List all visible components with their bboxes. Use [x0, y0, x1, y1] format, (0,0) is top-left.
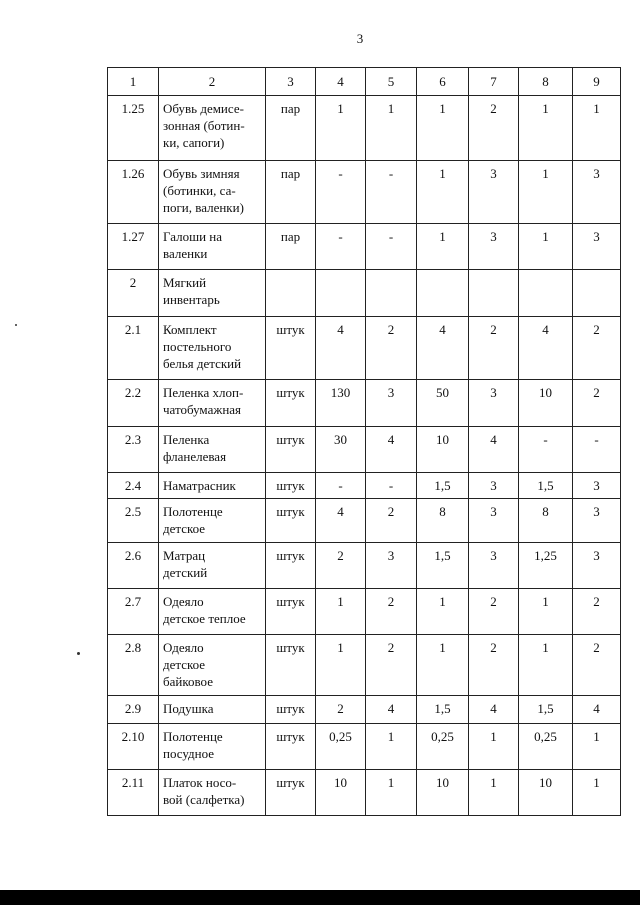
table-row	[108, 224, 621, 270]
value-cell: 2	[366, 499, 417, 543]
value-cell: 2	[316, 696, 366, 724]
item-name-cell: Одеяло детское байковое	[159, 635, 266, 696]
value-cell: -	[573, 427, 621, 473]
table-row	[108, 317, 621, 380]
value-cell: -	[316, 161, 366, 224]
unit-cell: штук	[266, 635, 316, 696]
item-name-cell: Комплект постельного белья детский	[159, 317, 266, 380]
value-cell: 8	[519, 499, 573, 543]
item-name-cell: Наматрасник	[159, 473, 266, 499]
value-cell: 2	[469, 96, 519, 161]
value-cell: 4	[316, 499, 366, 543]
value-cell: 1,25	[519, 543, 573, 589]
value-cell	[417, 270, 469, 317]
scan-edge-bar	[0, 890, 640, 905]
value-cell: 1	[417, 589, 469, 635]
value-cell: 4	[469, 696, 519, 724]
table-row	[108, 589, 621, 635]
row-number-cell: 2.8	[108, 635, 159, 696]
table-body	[108, 68, 621, 816]
item-name-cell: Одеяло детское теплое	[159, 589, 266, 635]
header-cell: 1	[108, 68, 159, 96]
value-cell: 30	[316, 427, 366, 473]
value-cell: -	[316, 224, 366, 270]
value-cell: 0,25	[417, 724, 469, 770]
row-number-cell: 2.10	[108, 724, 159, 770]
unit-cell: пар	[266, 96, 316, 161]
value-cell: 3	[573, 499, 621, 543]
table-row	[108, 96, 621, 161]
value-cell: 0,25	[316, 724, 366, 770]
value-cell: -	[366, 473, 417, 499]
table-row	[108, 270, 621, 317]
value-cell: 4	[573, 696, 621, 724]
value-cell: 2	[469, 635, 519, 696]
value-cell: 3	[573, 161, 621, 224]
row-number-cell: 1.26	[108, 161, 159, 224]
value-cell: 1	[519, 589, 573, 635]
header-cell: 6	[417, 68, 469, 96]
row-number-cell: 2	[108, 270, 159, 317]
inventory-table	[107, 67, 621, 816]
value-cell	[469, 270, 519, 317]
value-cell: 3	[469, 543, 519, 589]
value-cell: 3	[573, 224, 621, 270]
value-cell: 1	[519, 96, 573, 161]
item-name-cell: Подушка	[159, 696, 266, 724]
unit-cell: штук	[266, 543, 316, 589]
table-row	[108, 161, 621, 224]
value-cell: 1,5	[417, 543, 469, 589]
unit-cell: штук	[266, 499, 316, 543]
table-row	[108, 696, 621, 724]
value-cell: 1	[469, 724, 519, 770]
value-cell: 130	[316, 380, 366, 427]
value-cell: 3	[469, 224, 519, 270]
table-row	[108, 427, 621, 473]
unit-cell: штук	[266, 473, 316, 499]
row-number-cell: 1.27	[108, 224, 159, 270]
value-cell	[573, 270, 621, 317]
page-number: 3	[356, 31, 364, 46]
value-cell: 1	[417, 96, 469, 161]
scan-speck	[15, 324, 17, 326]
unit-cell: штук	[266, 696, 316, 724]
row-number-cell: 1.25	[108, 96, 159, 161]
header-cell: 3	[266, 68, 316, 96]
value-cell: 1,5	[417, 473, 469, 499]
value-cell: 1	[366, 770, 417, 816]
value-cell: 3	[469, 161, 519, 224]
row-number-cell: 2.1	[108, 317, 159, 380]
value-cell: 4	[366, 696, 417, 724]
value-cell: 1	[417, 161, 469, 224]
row-number-cell: 2.5	[108, 499, 159, 543]
value-cell: 10	[316, 770, 366, 816]
item-name-cell: Мягкий инвентарь	[159, 270, 266, 317]
value-cell: 1	[573, 770, 621, 816]
value-cell: 3	[469, 499, 519, 543]
row-number-cell: 2.3	[108, 427, 159, 473]
value-cell: 1	[417, 635, 469, 696]
value-cell: 10	[417, 770, 469, 816]
table-row	[108, 770, 621, 816]
value-cell: 1	[573, 96, 621, 161]
row-number-cell: 2.11	[108, 770, 159, 816]
value-cell: 3	[366, 543, 417, 589]
value-cell: 4	[316, 317, 366, 380]
item-name-cell: Галоши на валенки	[159, 224, 266, 270]
value-cell: -	[366, 161, 417, 224]
value-cell: 3	[366, 380, 417, 427]
value-cell	[366, 270, 417, 317]
value-cell: 4	[519, 317, 573, 380]
value-cell: 2	[366, 635, 417, 696]
unit-cell	[266, 270, 316, 317]
value-cell: 0,25	[519, 724, 573, 770]
value-cell	[519, 270, 573, 317]
value-cell: 1	[316, 589, 366, 635]
value-cell: 4	[417, 317, 469, 380]
value-cell: 10	[519, 380, 573, 427]
value-cell: 3	[573, 473, 621, 499]
value-cell: 2	[573, 589, 621, 635]
value-cell: 10	[417, 427, 469, 473]
value-cell: 1	[573, 724, 621, 770]
row-number-cell: 2.2	[108, 380, 159, 427]
value-cell: 2	[469, 589, 519, 635]
item-name-cell: Платок носо- вой (салфетка)	[159, 770, 266, 816]
value-cell: -	[366, 224, 417, 270]
value-cell: 1	[519, 161, 573, 224]
table-row	[108, 380, 621, 427]
unit-cell: пар	[266, 224, 316, 270]
value-cell: 1	[316, 635, 366, 696]
value-cell: 2	[316, 543, 366, 589]
value-cell: 1	[417, 224, 469, 270]
value-cell: 2	[573, 317, 621, 380]
row-number-cell: 2.4	[108, 473, 159, 499]
unit-cell: штук	[266, 380, 316, 427]
header-cell: 9	[573, 68, 621, 96]
value-cell: 2	[366, 317, 417, 380]
scan-speck	[77, 652, 80, 655]
value-cell: 2	[573, 635, 621, 696]
item-name-cell: Матрац детский	[159, 543, 266, 589]
header-cell: 2	[159, 68, 266, 96]
table-row	[108, 473, 621, 499]
item-name-cell: Пеленка фланелевая	[159, 427, 266, 473]
value-cell	[316, 270, 366, 317]
value-cell: 1,5	[417, 696, 469, 724]
table-row	[108, 635, 621, 696]
value-cell: 1	[469, 770, 519, 816]
value-cell: 1,5	[519, 696, 573, 724]
value-cell: 50	[417, 380, 469, 427]
value-cell: 3	[469, 380, 519, 427]
row-number-cell: 2.9	[108, 696, 159, 724]
item-name-cell: Обувь демисе- зонная (ботин- ки, сапоги)	[159, 96, 266, 161]
value-cell: 3	[573, 543, 621, 589]
row-number-cell: 2.6	[108, 543, 159, 589]
header-cell: 5	[366, 68, 417, 96]
item-name-cell: Пеленка хлоп- чатобумажная	[159, 380, 266, 427]
value-cell: -	[519, 427, 573, 473]
unit-cell: пар	[266, 161, 316, 224]
item-name-cell: Полотенце детское	[159, 499, 266, 543]
unit-cell: штук	[266, 317, 316, 380]
value-cell: 1	[316, 96, 366, 161]
value-cell: 3	[469, 473, 519, 499]
table-row	[108, 724, 621, 770]
unit-cell: штук	[266, 589, 316, 635]
value-cell: 1	[366, 96, 417, 161]
row-number-cell: 2.7	[108, 589, 159, 635]
table-row	[108, 543, 621, 589]
header-cell: 4	[316, 68, 366, 96]
value-cell: 1	[519, 224, 573, 270]
table-row	[108, 499, 621, 543]
value-cell: 2	[573, 380, 621, 427]
header-cell: 7	[469, 68, 519, 96]
unit-cell: штук	[266, 724, 316, 770]
value-cell: 1	[519, 635, 573, 696]
item-name-cell: Полотенце посудное	[159, 724, 266, 770]
value-cell: 4	[366, 427, 417, 473]
value-cell: -	[316, 473, 366, 499]
value-cell: 2	[469, 317, 519, 380]
value-cell: 10	[519, 770, 573, 816]
header-row	[108, 68, 621, 96]
value-cell: 8	[417, 499, 469, 543]
item-name-cell: Обувь зимняя (ботинки, са- поги, валенки)	[159, 161, 266, 224]
value-cell: 1,5	[519, 473, 573, 499]
unit-cell: штук	[266, 770, 316, 816]
value-cell: 1	[366, 724, 417, 770]
value-cell: 2	[366, 589, 417, 635]
header-cell: 8	[519, 68, 573, 96]
value-cell: 4	[469, 427, 519, 473]
unit-cell: штук	[266, 427, 316, 473]
